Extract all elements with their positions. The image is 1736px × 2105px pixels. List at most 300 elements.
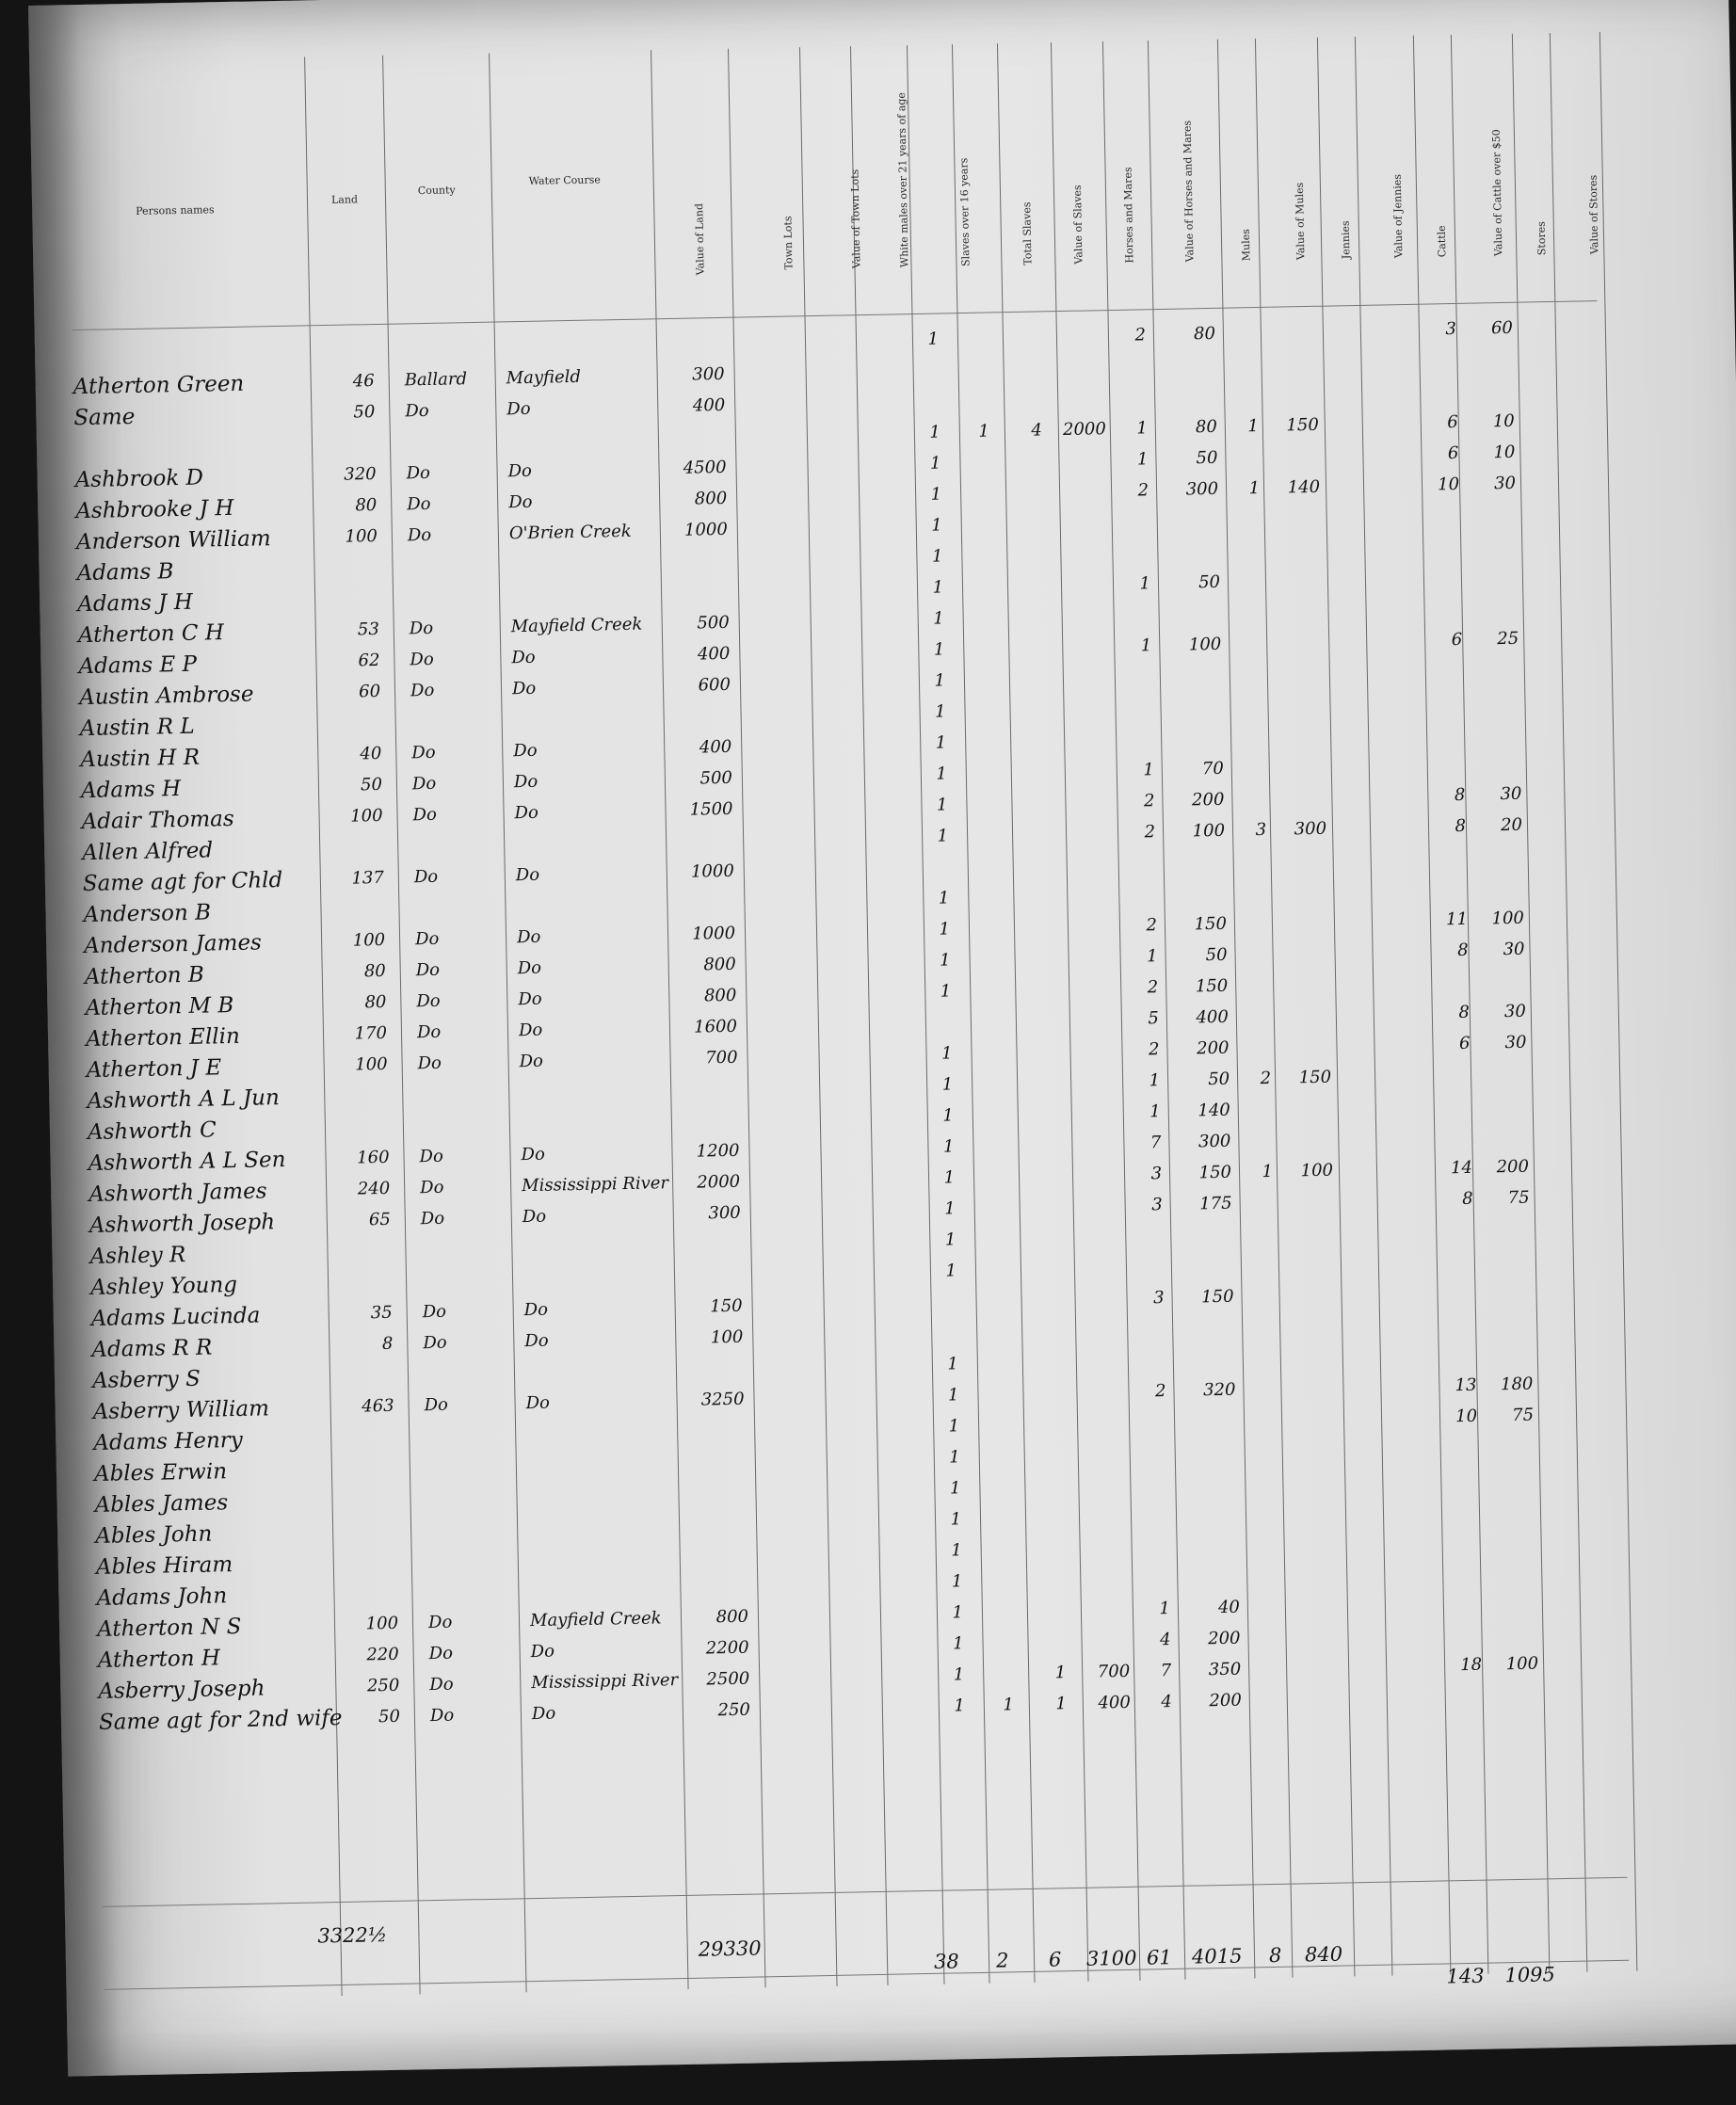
header-county: County (417, 184, 456, 198)
value-of-land-cell: 2000 (697, 1171, 741, 1193)
slaves-over-16-cell (971, 949, 999, 950)
person-name: Austin Ambrose (78, 682, 254, 711)
value-of-land-cell: 800 (715, 1606, 749, 1628)
total-slaves-cell (1017, 886, 1051, 887)
white-males-cell: 1 (948, 1416, 960, 1437)
horses-cell: 1 (1136, 418, 1149, 439)
value-of-mules-cell (1285, 1099, 1332, 1100)
value-of-cattle-cell: 180 (1500, 1374, 1534, 1395)
water-course-cell (521, 1111, 667, 1114)
water-course-cell (510, 583, 656, 586)
white-males-cell: 1 (939, 950, 951, 971)
land-cell: 62 (358, 650, 380, 671)
cattle-cell: 8 (1454, 784, 1466, 806)
horses-cell: 5 (1148, 1008, 1160, 1029)
total-value-of-land: 29330 (698, 1936, 762, 1961)
county-cell: Do (417, 1052, 442, 1074)
slaves-over-16-cell (964, 607, 992, 608)
value-of-mules-cell (1275, 602, 1322, 603)
value-of-slaves-cell (1069, 947, 1116, 948)
value-of-cattle-cell (1464, 349, 1513, 350)
horses-cell (1139, 1443, 1167, 1444)
person-name: Ashworth C (87, 1117, 217, 1146)
slaves-over-16-cell (973, 1073, 1002, 1074)
value-of-cattle-cell: 10 (1492, 410, 1515, 432)
value-of-horses-cell: 50 (1205, 944, 1228, 966)
total-slaves-cell (1011, 575, 1045, 576)
total-slaves-cell (1031, 1631, 1065, 1632)
value-of-land-cell (662, 426, 726, 427)
value-of-slaves-cell (1071, 1071, 1118, 1072)
land-cell: 100 (350, 805, 383, 827)
value-of-mules-cell (1274, 539, 1321, 540)
value-of-slaves-cell (1072, 1133, 1119, 1134)
land-cell: 100 (345, 525, 378, 547)
value-of-slaves-cell (1057, 357, 1104, 358)
county-cell: Do (423, 1332, 447, 1354)
value-of-slaves-cell (1069, 978, 1117, 979)
person-name: Atherton M B (85, 993, 234, 1021)
cattle-cell (1441, 1220, 1473, 1221)
cattle-cell: 6 (1458, 1033, 1471, 1054)
water-course-cell (527, 1453, 673, 1455)
horses-cell (1140, 1505, 1168, 1506)
value-of-land-cell (680, 1358, 744, 1359)
cattle-cell: 3 (1445, 318, 1457, 340)
value-of-cattle-cell: 10 (1493, 442, 1516, 463)
mules-cell: 2 (1260, 1068, 1272, 1089)
white-males-cell: 1 (949, 1478, 961, 1499)
horses-cell: 1 (1140, 635, 1152, 656)
slaves-over-16-cell (963, 545, 991, 546)
land-cell (335, 1272, 392, 1273)
value-of-mules-cell (1281, 943, 1328, 944)
horses-cell: 2 (1134, 325, 1147, 345)
horses-cell (1121, 542, 1149, 543)
total-value-of-cattle: 1095 (1504, 1963, 1556, 1987)
value-of-land-cell (682, 1452, 746, 1453)
water-course-cell (529, 1546, 675, 1549)
value-of-land-cell (675, 1110, 739, 1111)
water-course-cell: Do (516, 926, 541, 948)
white-males-cell: 1 (952, 1602, 964, 1623)
county-cell: Do (422, 1301, 447, 1323)
person-name: Asberry William (92, 1396, 270, 1424)
water-course-cell: O'Brien Creek (508, 521, 632, 544)
value-of-cattle-cell (1476, 971, 1525, 972)
total-slaves-cell (1022, 1165, 1056, 1166)
water-course-cell: Mayfield Creek (529, 1608, 662, 1631)
land-cell: 35 (370, 1302, 393, 1324)
value-of-slaves-cell (1073, 1196, 1120, 1197)
water-course-cell: Do (507, 460, 533, 482)
value-of-slaves-cell (1061, 543, 1108, 544)
slaves-over-16-cell (969, 825, 997, 826)
value-of-cattle-cell (1482, 1250, 1531, 1251)
total-land: 3322½ (317, 1923, 388, 1948)
value-of-land-cell: 300 (692, 363, 725, 385)
value-of-slaves-cell (1066, 761, 1113, 762)
white-males-cell: 1 (944, 1229, 956, 1250)
total-slaves-cell (1007, 389, 1041, 390)
value-of-mules-cell (1272, 446, 1319, 447)
slaves-over-16-cell (972, 1042, 1001, 1043)
land-cell (321, 557, 378, 558)
land-cell: 137 (351, 867, 385, 889)
white-males-cell: 1 (943, 1167, 956, 1188)
value-of-slaves-cell (1074, 1227, 1121, 1228)
mules-cell (1229, 447, 1259, 448)
white-males-cell: 1 (950, 1509, 962, 1530)
total-slaves-cell (1024, 1290, 1058, 1291)
county-cell: Do (407, 493, 431, 515)
water-course-cell: Do (530, 1641, 555, 1663)
total-value-of-mules: 840 (1304, 1942, 1343, 1967)
value-of-land-cell: 400 (699, 736, 732, 758)
value-of-cattle-cell (1487, 1561, 1536, 1562)
water-course-cell (523, 1266, 669, 1269)
county-cell (424, 1362, 508, 1364)
value-of-slaves-cell (1067, 823, 1114, 824)
horses-cell (1137, 1350, 1165, 1351)
county-cell: Do (406, 462, 431, 484)
value-of-cattle-cell (1479, 1126, 1528, 1127)
water-course-cell: Mayfield Creek (510, 614, 643, 637)
value-of-mules-cell (1283, 1036, 1330, 1037)
land-cell (334, 1241, 391, 1242)
value-of-horses-cell (1181, 1442, 1237, 1443)
value-of-slaves-cell (1077, 1382, 1124, 1383)
total-slaves-cell (1030, 1569, 1064, 1570)
header-persons-name: Persons names (136, 203, 215, 217)
total-slaves-cell: 1 (1055, 1694, 1068, 1714)
water-course-cell: Do (513, 771, 538, 793)
land-cell: 60 (358, 681, 381, 702)
cattle-cell: 18 (1460, 1654, 1483, 1676)
person-name: Atherton Ellin (85, 1023, 241, 1052)
county-cell: Do (429, 1674, 454, 1695)
land-cell (340, 1520, 396, 1521)
value-of-horses-cell (1181, 1504, 1238, 1505)
person-name: Atherton C H (77, 620, 225, 649)
horses-cell (1128, 853, 1156, 854)
person-name: Anderson James (83, 930, 263, 959)
water-course-cell (515, 831, 661, 834)
county-cell (426, 1518, 511, 1519)
value-of-slaves-cell (1057, 326, 1104, 327)
county-cell: Do (415, 959, 441, 981)
land-cell: 8 (381, 1333, 394, 1355)
value-of-mules-cell: 150 (1298, 1067, 1332, 1088)
land-cell (328, 899, 384, 900)
person-name: Ashworth A L Sen (88, 1147, 286, 1177)
value-of-slaves-cell (1075, 1289, 1122, 1290)
county-cell: Do (420, 1208, 445, 1229)
value-of-slaves-cell (1075, 1258, 1122, 1259)
horses-cell (1135, 1257, 1164, 1258)
horses-cell: 2 (1148, 1039, 1160, 1060)
mules-cell (1235, 789, 1265, 790)
value-of-horses-cell: 150 (1195, 975, 1229, 997)
land-cell: 320 (344, 463, 377, 485)
cattle-cell (1443, 1313, 1475, 1314)
total-slaves-cell (1028, 1476, 1062, 1477)
value-of-slaves-cell (1061, 512, 1108, 513)
total-slaves-cell (1010, 513, 1044, 514)
value-of-mules-cell (1292, 1471, 1339, 1472)
value-of-slaves-cell (1072, 1102, 1119, 1103)
land-cell (322, 588, 378, 589)
column-rule (1355, 37, 1393, 1976)
value-of-land-cell: 2200 (705, 1637, 749, 1659)
header-value-of-mules: Value of Mules (1293, 182, 1308, 261)
value-of-cattle-cell (1488, 1592, 1537, 1593)
value-of-slaves-cell (1079, 1475, 1126, 1476)
water-course-cell: Do (518, 988, 542, 1010)
header-horses-and-mares: Horses and Mares (1121, 167, 1136, 264)
cattle-cell (1439, 1127, 1471, 1128)
value-of-mules-cell (1294, 1565, 1341, 1566)
land-cell: 100 (352, 929, 386, 951)
white-males-cell: 1 (934, 670, 946, 691)
total-slaves-cell (1006, 327, 1040, 328)
value-of-land-cell: 1500 (689, 798, 733, 820)
mules-cell (1235, 758, 1265, 759)
value-of-mules-cell: 140 (1287, 476, 1321, 498)
slaves-over-16-cell (966, 700, 994, 701)
county-cell (410, 711, 495, 713)
person-name: Asberry S (91, 1366, 201, 1393)
water-course-cell: Do (511, 647, 536, 668)
value-of-horses-cell: 80 (1193, 323, 1216, 345)
mules-cell (1243, 1193, 1273, 1194)
mules-cell (1233, 665, 1263, 666)
slaves-over-16-cell (963, 514, 991, 515)
value-of-horses-cell: 350 (1208, 1659, 1242, 1680)
total-slaves-cell (1008, 451, 1042, 452)
slaves-over-16-cell (980, 1415, 1008, 1416)
mules-cell (1253, 1690, 1283, 1691)
cattle-cell (1424, 350, 1456, 351)
county-cell: Do (416, 1021, 442, 1043)
slaves-over-16-cell (967, 731, 995, 732)
slaves-over-16-cell (981, 1446, 1009, 1447)
value-of-cattle-cell (1486, 1468, 1535, 1469)
water-course-cell: Do (518, 1020, 543, 1041)
total-value-of-slaves: 3100 (1085, 1946, 1137, 1970)
slaves-over-16-cell (977, 1260, 1005, 1261)
horses-cell: 7 (1160, 1661, 1172, 1681)
horses-cell (1122, 604, 1150, 605)
value-of-slaves-cell (1081, 1568, 1128, 1569)
white-males-cell: 1 (933, 608, 944, 629)
county-cell (418, 1084, 503, 1085)
land-cell (327, 837, 383, 838)
value-of-cattle-cell (1471, 691, 1519, 692)
horses-cell: 2 (1144, 822, 1156, 843)
value-of-cattle-cell (1483, 1312, 1532, 1313)
county-cell: Do (424, 1394, 449, 1416)
slaves-over-16-cell (982, 1508, 1010, 1509)
value-of-mules-cell (1280, 881, 1327, 882)
cattle-cell (1449, 1624, 1481, 1625)
value-of-horses-cell (1163, 541, 1219, 542)
person-name: Anderson William (75, 526, 271, 555)
value-of-mules-cell (1289, 1316, 1336, 1317)
value-of-land-cell: 100 (710, 1326, 744, 1348)
land-cell (338, 1427, 394, 1428)
person-name: Atherton H (97, 1646, 221, 1673)
header-cattle: Cattle (1435, 225, 1449, 258)
value-of-cattle-cell: 100 (1491, 908, 1525, 929)
value-of-mules-cell (1287, 1223, 1334, 1224)
horses-cell (1128, 884, 1156, 885)
cattle-cell: 11 (1445, 908, 1469, 930)
value-of-horses-cell (1164, 603, 1220, 604)
slaves-over-16-cell (983, 1570, 1011, 1571)
value-of-horses-cell: 150 (1201, 1286, 1234, 1308)
white-males-cell: 1 (942, 1105, 955, 1126)
slaves-over-16-cell (984, 1632, 1012, 1633)
slaves-over-16-cell: 1 (1003, 1695, 1015, 1715)
county-cell (427, 1580, 512, 1582)
value-of-land-cell (665, 582, 729, 583)
total-slaves-cell (1027, 1414, 1061, 1415)
cattle-cell (1429, 568, 1461, 569)
land-cell (319, 433, 376, 434)
person-name: Allen Alfred (82, 838, 214, 866)
value-of-land-cell: 800 (703, 954, 736, 975)
value-of-slaves-cell (1077, 1351, 1124, 1352)
value-of-land-cell: 300 (708, 1202, 741, 1224)
person-name: Adams J H (76, 589, 194, 618)
mules-cell (1231, 571, 1262, 572)
value-of-horses-cell (1177, 1256, 1233, 1257)
land-cell: 40 (360, 743, 382, 764)
slaves-over-16-cell (975, 1166, 1004, 1167)
value-of-mules-cell (1278, 726, 1325, 727)
white-males-cell: 1 (951, 1540, 962, 1561)
value-of-slaves-cell (1064, 667, 1111, 668)
header-value-of-slaves: Value of Slaves (1070, 185, 1085, 265)
value-of-cattle-cell: 25 (1497, 628, 1519, 650)
county-cell (406, 431, 490, 433)
slaves-over-16-cell (965, 638, 993, 639)
slaves-over-16-cell (966, 669, 994, 670)
mules-cell (1232, 634, 1262, 635)
mules-cell (1251, 1597, 1281, 1598)
water-course-cell (516, 893, 662, 896)
person-name: Austin H R (80, 745, 201, 773)
white-males-cell: 1 (927, 329, 940, 349)
white-males-cell: 1 (934, 701, 946, 722)
value-of-horses-cell: 200 (1196, 1037, 1230, 1059)
value-of-slaves-cell (1078, 1413, 1125, 1414)
county-cell (421, 1239, 506, 1241)
value-of-slaves-cell (1069, 916, 1116, 917)
person-name: Adams Henry (93, 1427, 243, 1455)
person-name: Austin R L (79, 714, 195, 742)
person-name: Ashbrooke J H (75, 495, 234, 524)
value-of-cattle-cell: 75 (1511, 1405, 1535, 1426)
total-slaves-cell (1020, 1010, 1053, 1011)
county-cell (413, 835, 498, 837)
horses-cell: 1 (1149, 1070, 1161, 1091)
value-of-land-cell (683, 1576, 747, 1577)
value-of-horses-cell (1159, 355, 1215, 356)
person-name: Ashworth Joseph (88, 1210, 276, 1238)
horses-cell: 1 (1149, 1101, 1161, 1122)
slaves-over-16-cell (976, 1197, 1005, 1198)
cattle-cell: 8 (1461, 1188, 1473, 1209)
value-of-horses-cell: 40 (1217, 1597, 1241, 1618)
mules-cell (1240, 1037, 1270, 1038)
value-of-mules-cell (1292, 1440, 1339, 1441)
person-name: Ashley R (89, 1243, 186, 1269)
total-slaves-cell (1006, 358, 1040, 359)
value-of-land-cell: 250 (717, 1699, 751, 1721)
mules-cell (1245, 1255, 1275, 1256)
white-males-cell: 1 (945, 1261, 957, 1281)
cattle-cell (1449, 1593, 1481, 1594)
column-rule (952, 44, 990, 1984)
value-of-horses-cell: 100 (1192, 820, 1226, 842)
water-course-cell: Mayfield (506, 366, 582, 389)
value-of-horses-cell (1165, 666, 1222, 667)
white-males-cell: 1 (940, 1043, 953, 1064)
county-cell: Do (416, 990, 441, 1012)
land-cell: 170 (354, 1022, 388, 1044)
cattle-cell (1451, 1686, 1483, 1687)
value-of-land-cell (681, 1421, 745, 1422)
cattle-cell: 8 (1458, 1002, 1471, 1023)
county-cell: Do (419, 1177, 444, 1198)
slaves-over-16-cell (974, 1135, 1003, 1136)
slaves-over-16-cell: 1 (978, 421, 990, 442)
water-course-cell: Mississippi River (531, 1670, 679, 1694)
mules-cell (1246, 1317, 1276, 1318)
slaves-over-16-cell (970, 856, 998, 857)
white-males-cell (928, 1292, 956, 1293)
county-cell (426, 1455, 510, 1457)
horses-cell (1125, 729, 1153, 730)
value-of-horses-cell (1181, 1535, 1238, 1536)
land-cell: 46 (352, 371, 375, 392)
total-slaves-cell (1026, 1352, 1060, 1353)
value-of-mules-cell (1296, 1689, 1343, 1690)
land-cell: 80 (363, 960, 386, 982)
white-males-cell: 1 (938, 888, 950, 908)
value-of-mules-cell (1294, 1596, 1342, 1597)
person-name: Adams R R (91, 1335, 213, 1362)
white-males-cell (910, 360, 939, 361)
water-course-cell: Do (511, 678, 537, 699)
mules-cell (1227, 354, 1257, 355)
slaves-over-16-cell (977, 1291, 1005, 1292)
water-course-cell (527, 1484, 673, 1486)
cattle-cell: 6 (1447, 411, 1458, 433)
horses-cell: 2 (1147, 977, 1159, 998)
total-slaves-cell (1015, 762, 1049, 763)
mules-cell (1237, 882, 1267, 883)
value-of-mules-cell (1293, 1534, 1340, 1535)
value-of-cattle-cell: 200 (1496, 1156, 1530, 1178)
county-cell: Do (427, 1612, 453, 1633)
cattle-cell (1446, 1469, 1478, 1470)
mules-cell (1251, 1628, 1281, 1629)
value-of-cattle-cell (1478, 1064, 1527, 1065)
value-of-horses-cell: 100 (1188, 634, 1222, 655)
